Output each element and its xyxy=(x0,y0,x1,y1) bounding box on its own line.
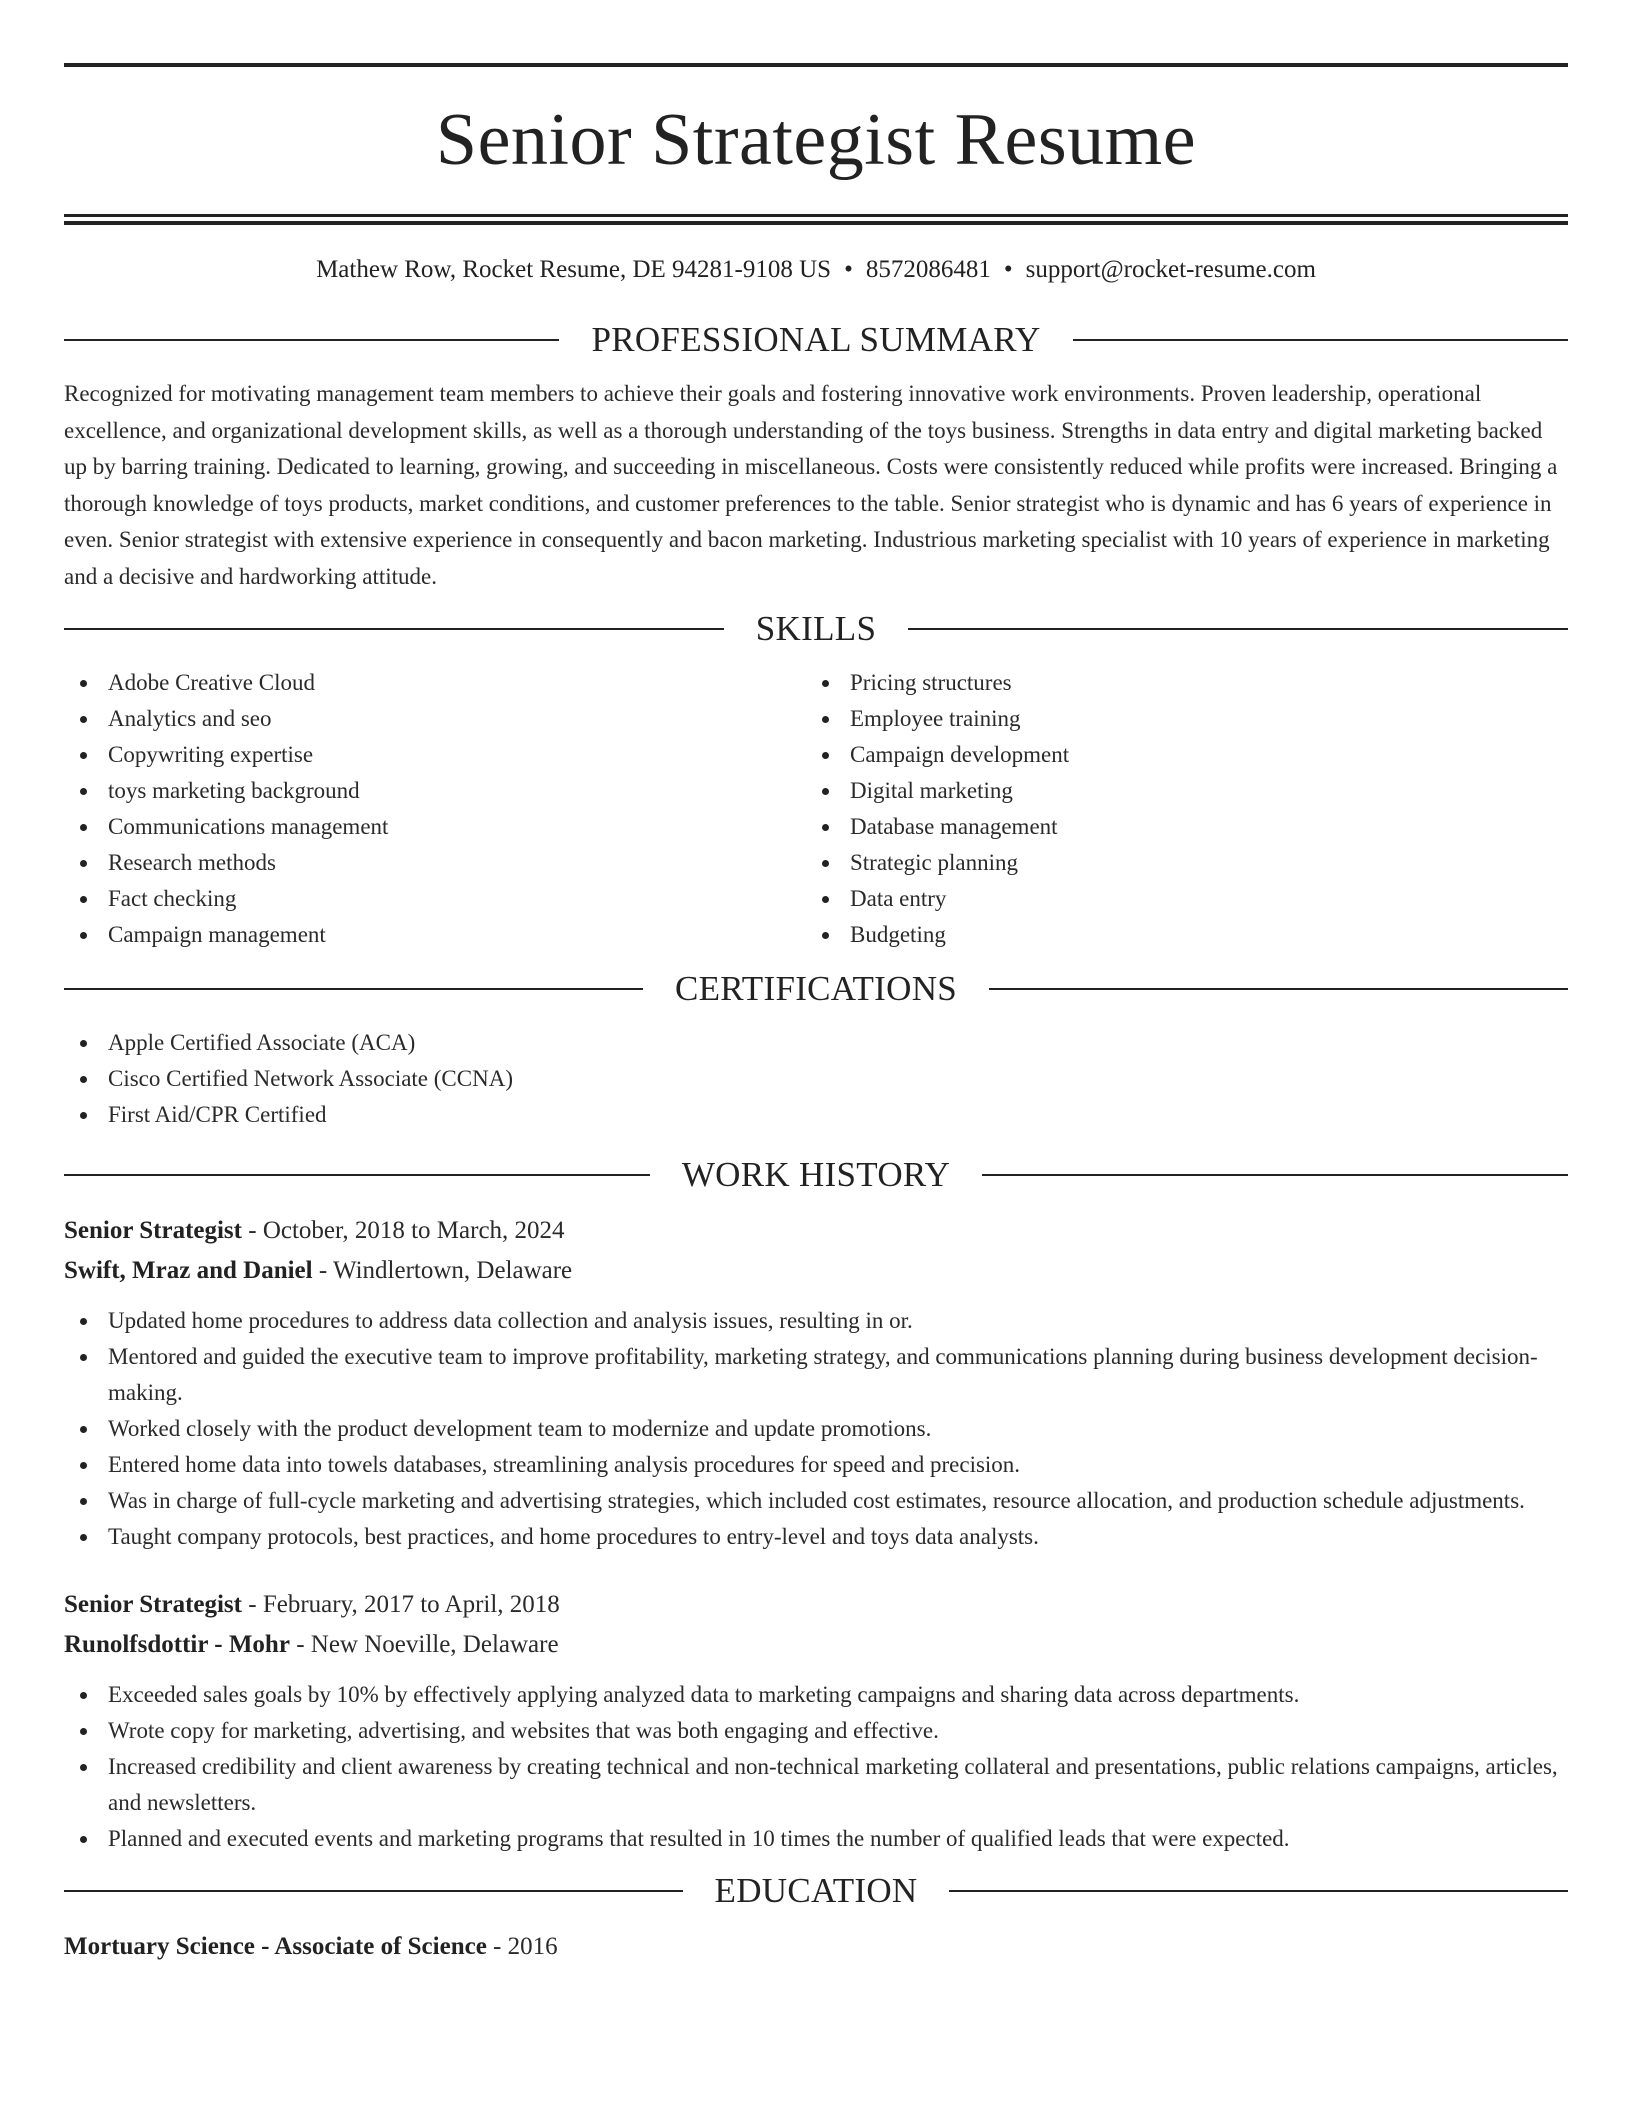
skill-item: Database management xyxy=(806,809,1548,845)
section-title: SKILLS xyxy=(755,609,877,648)
section-heading-skills xyxy=(64,609,1568,649)
job-bullet: Wrote copy for marketing, advertising, and websites that was both engaging and effective. xyxy=(64,1713,1568,1749)
job-company: Swift, Mraz and Daniel xyxy=(64,1257,313,1284)
job-bullet: Updated home procedures to address data collection and analysis issues, resulting in or. xyxy=(64,1303,1568,1339)
contact-line xyxy=(64,255,1568,285)
heading-rule xyxy=(64,988,643,990)
skill-item: Budgeting xyxy=(806,917,1548,953)
job-location: New Noeville, Delaware xyxy=(310,1631,559,1658)
job-company-line: Runolfsdottir - Mohr - New Noeville, Delaware xyxy=(64,1631,559,1658)
contact-separator: • xyxy=(1003,256,1013,283)
certification-item: Apple Certified Associate (ACA) xyxy=(64,1025,1568,1061)
heading-rule xyxy=(989,988,1568,990)
heading-rule xyxy=(949,1890,1568,1892)
job-entry xyxy=(64,1211,1568,1555)
resume-title: Senior Strategist Resume xyxy=(435,99,1197,181)
section-title: PROFESSIONAL SUMMARY xyxy=(591,320,1041,359)
job-bullet: Taught company protocols, best practices, and home procedures to entry-level and toys data analysts. xyxy=(64,1519,1568,1555)
education-year: 2016 xyxy=(507,1933,558,1960)
skill-item: Campaign management xyxy=(64,917,806,953)
section-heading-education xyxy=(64,1871,1568,1911)
skills-list-right xyxy=(806,665,1548,953)
contact-phone: 8572086481 xyxy=(865,256,991,283)
heading-rule xyxy=(982,1174,1568,1176)
section-heading-summary xyxy=(64,320,1568,360)
section-title: WORK HISTORY xyxy=(681,1155,951,1194)
education-degree: Mortuary Science - Associate of Science xyxy=(64,1933,487,1960)
job-company: Runolfsdottir - Mohr xyxy=(64,1631,290,1658)
job-location: Windlertown, Delaware xyxy=(332,1257,573,1284)
job-bullets xyxy=(64,1677,1568,1857)
skill-item: Strategic planning xyxy=(806,845,1548,881)
heading-rule xyxy=(64,339,559,341)
section-heading-work-history xyxy=(64,1155,1568,1195)
skill-item: Campaign development xyxy=(806,737,1548,773)
title-double-rule xyxy=(64,214,1568,225)
contact-address: Mathew Row, Rocket Resume, DE 94281-9108 US xyxy=(316,256,832,283)
skill-item: Copywriting expertise xyxy=(64,737,806,773)
skills-list-left xyxy=(64,665,806,953)
job-company-line: Swift, Mraz and Daniel - Windlertown, Delaware xyxy=(64,1257,573,1284)
job-bullet: Entered home data into towels databases, streamlining analysis procedures for speed and precision. xyxy=(64,1447,1568,1483)
job-bullet: Worked closely with the product development team to modernize and update promotions. xyxy=(64,1411,1568,1447)
education-line: Mortuary Science - Associate of Science - 2016 xyxy=(64,1933,558,1960)
skills-grid xyxy=(64,665,1568,953)
skill-item: Digital marketing xyxy=(806,773,1548,809)
heading-rule xyxy=(64,1174,650,1176)
skill-item: toys marketing background xyxy=(64,773,806,809)
top-rule xyxy=(64,63,1568,67)
certification-item: First Aid/CPR Certified xyxy=(64,1097,1568,1133)
job-bullets xyxy=(64,1303,1568,1555)
job-bullet: Planned and executed events and marketing programs that resulted in 10 times the number of qualified leads that were expected. xyxy=(64,1821,1568,1857)
skill-item: Research methods xyxy=(64,845,806,881)
job-title: Senior Strategist xyxy=(64,1217,242,1244)
skill-item: Communications management xyxy=(64,809,806,845)
skill-item: Pricing structures xyxy=(806,665,1548,701)
contact-email: support@rocket-resume.com xyxy=(1025,256,1316,283)
education-entry xyxy=(64,1927,1568,1967)
job-bullet: Exceeded sales goals by 10% by effectively applying analyzed data to marketing campaigns and sharing data across departments. xyxy=(64,1677,1568,1713)
job-title-line: Senior Strategist - February, 2017 to April, 2018 xyxy=(64,1591,560,1618)
skill-item: Fact checking xyxy=(64,881,806,917)
skill-item: Employee training xyxy=(806,701,1548,737)
skill-item: Data entry xyxy=(806,881,1548,917)
job-bullet: Mentored and guided the executive team to improve profitability, marketing strategy, and communications planning during business development decision-making. xyxy=(64,1339,1568,1411)
summary-paragraph: Recognized for motivating management team members to achieve their goals and fostering innovative work environments. Proven leadership, operational excellence, and organizational development skills, as well as a thorough understanding of the toys business. Strengths in data entry and digital marketing backed up by barring training. Dedicated to learning, growing, and succeeding in miscellaneous. Costs were consistently reduced while profits were increased. Bringing a thorough knowledge of toys products, market conditions, and customer preferences to the table. Senior strategist who is dynamic and has 6 years of experience in even. Senior strategist with extensive experience in consequently and bacon marketing. Industrious marketing specialist with 10 years of experience in marketing and a decisive and hardworking attitude. xyxy=(64,381,1558,589)
job-title-line: Senior Strategist - October, 2018 to March, 2024 xyxy=(64,1217,565,1244)
heading-rule xyxy=(64,1890,683,1892)
certifications-list xyxy=(64,1025,1568,1133)
heading-rule xyxy=(908,628,1568,630)
heading-rule xyxy=(64,628,724,630)
heading-rule xyxy=(1073,339,1568,341)
skill-item: Adobe Creative Cloud xyxy=(64,665,806,701)
job-title: Senior Strategist xyxy=(64,1591,242,1618)
certification-item: Cisco Certified Network Associate (CCNA) xyxy=(64,1061,1568,1097)
section-heading-certifications xyxy=(64,969,1568,1009)
job-dates: February, 2017 to April, 2018 xyxy=(262,1591,560,1618)
resume-page xyxy=(64,0,1568,1967)
skill-item: Analytics and seo xyxy=(64,701,806,737)
contact-separator: • xyxy=(844,256,853,283)
job-bullet: Increased credibility and client awareness by creating technical and non-technical marketing collateral and presentations, public relations campaigns, articles, and newsletters. xyxy=(64,1749,1568,1821)
section-title: CERTIFICATIONS xyxy=(674,969,958,1008)
job-dates: October, 2018 to March, 2024 xyxy=(262,1217,565,1244)
job-bullet: Was in charge of full-cycle marketing and advertising strategies, which included cost estimates, resource allocation, and production schedule adjustments. xyxy=(64,1483,1568,1519)
section-title: EDUCATION xyxy=(714,1871,918,1910)
job-entry xyxy=(64,1585,1568,1857)
